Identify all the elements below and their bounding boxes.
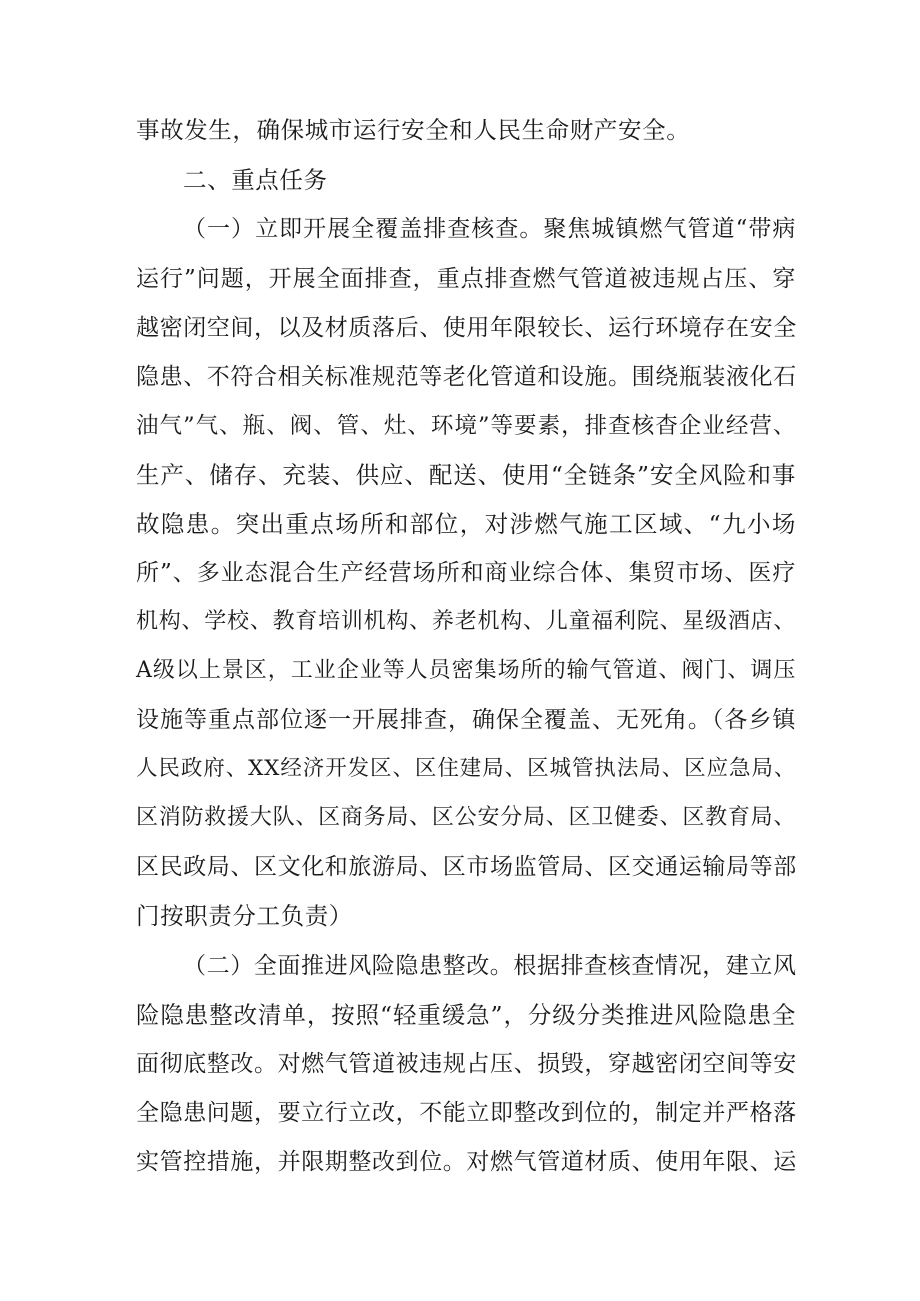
text-line: 人民政府、XX经济开发区、区住建局、区城管执法局、区应急局、 bbox=[136, 756, 796, 781]
text-line: 面彻底整改。对燃气管道被违规占压、损毁，穿越密闭空间等安 bbox=[136, 1051, 797, 1077]
text-line: 生产、储存、充装、供应、配送、使用“全链条”安全风险和事 bbox=[136, 461, 796, 489]
text-line: 故隐患。突出重点场所和部位，对涉燃气施工区域、“九小场 bbox=[136, 510, 796, 538]
text-line: 门按职责分工负责） bbox=[136, 902, 353, 930]
text-line: 设施等重点部位逐一开展排查，确保全覆盖、无死角。（各乡镇 bbox=[136, 707, 796, 733]
text-line: 所”、多业态混合生产经营场所和商业综合体、集贸市场、医疗 bbox=[136, 560, 796, 586]
text-line: A级以上景区，工业企业等人员密集场所的输气管道、阀门、调压 bbox=[136, 658, 796, 683]
text-line: 全隐患问题，要立行立改，不能立即整改到位的，制定并严格落 bbox=[136, 1100, 797, 1126]
text-line: 险隐患整改清单，按照“轻重缓急”，分级分类推进风险隐患全 bbox=[136, 1001, 796, 1029]
section-heading: 二、重点任务 bbox=[183, 166, 328, 194]
text-line: 事故发生，确保城市运行安全和人民生命财产安全。 bbox=[136, 116, 691, 144]
text-line: 区消防救援大队、区商务局、区公安分局、区卫健委、区教育局、 bbox=[136, 805, 796, 830]
text-line: 隐患、不符合相关标准规范等老化管道和设施。围绕瓶装液化石 bbox=[136, 364, 797, 390]
text-line: 实管控措施，并限期整改到位。对燃气管道材质、使用年限、运 bbox=[136, 1149, 797, 1175]
text-line: 油气”气、瓶、阀、管、灶、环境”等要素，排查核杳企业经营、 bbox=[136, 413, 796, 439]
text-line: （二）全面推进风险隐患整改。根据排查核查情况，建立风 bbox=[183, 953, 797, 979]
text-line: （一）立即开展全覆盖排查核查。聚焦城镇燃气管道“带病 bbox=[183, 216, 796, 242]
text-line: 机构、学校、教育培训机构、养老机构、儿童福利院、星级酒店、 bbox=[136, 609, 796, 634]
text-line: 区民政局、区文化和旅游局、区市场监管局、区交通运输局等部 bbox=[136, 854, 797, 880]
text-line: 越密闭空间，以及材质落后、使用年限较长、运行环境存在安全 bbox=[136, 315, 797, 341]
text-line: 运行”问题，开展全面排查，重点排查燃气管道被违规占压、穿 bbox=[136, 266, 796, 292]
